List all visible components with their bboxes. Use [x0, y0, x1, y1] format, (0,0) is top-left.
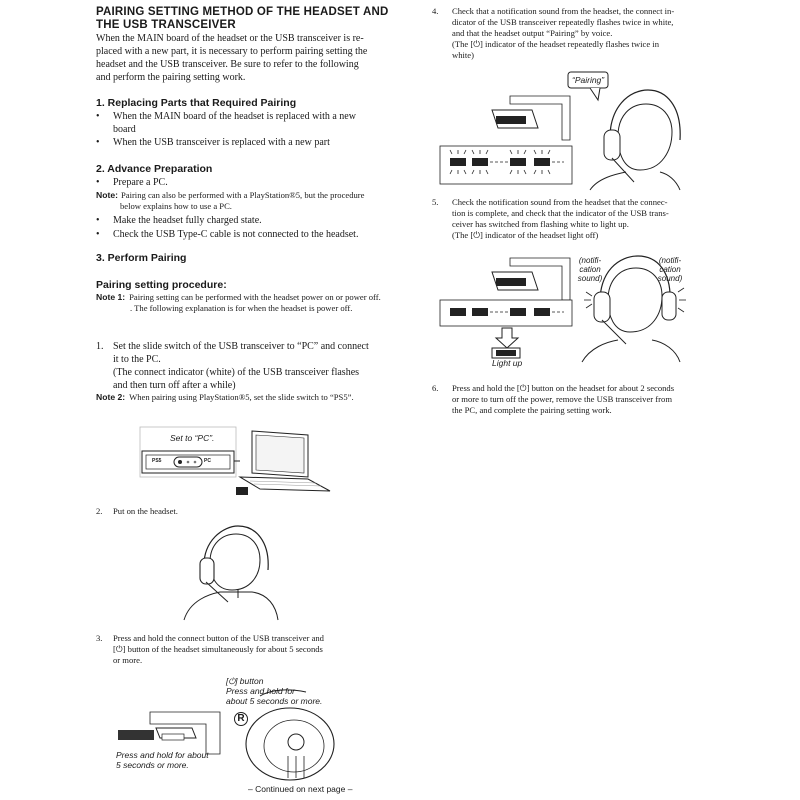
footer-continued: – Continued on next page – [248, 784, 353, 794]
list-item-text: When the MAIN board of the headset is replaced with a new [113, 111, 356, 122]
step-number: 3. [96, 633, 103, 643]
step-text: the PC, and complete the pairing setting work. [452, 405, 612, 415]
intro-line: and perform the pairing setting work. [96, 72, 246, 83]
notification-sound-label-right [652, 256, 688, 283]
section-1-heading: 1. Replacing Parts that Required Pairing [96, 97, 297, 109]
step-row [432, 197, 702, 208]
bullet: • [96, 111, 100, 122]
step-3 [96, 633, 386, 666]
note-text: below explains how to use a PC. [120, 201, 232, 211]
step-6 [432, 383, 702, 416]
step-row [432, 383, 702, 394]
step-text: (The [⏻] indicator of the headset repeatedly flashes twice in [452, 39, 659, 49]
list-item [96, 228, 426, 241]
figure-3-label-button [226, 676, 322, 706]
section-3-heading: 3. Perform Pairing [96, 252, 187, 264]
step-text: (The [⏻] indicator of the headset light off) [452, 230, 599, 240]
label-line: cation [579, 265, 601, 274]
list-item [96, 176, 426, 189]
figure-switch-pc [140, 425, 340, 505]
list-item-text: Make the headset fully charged state. [113, 215, 262, 226]
step-text: tion is complete, and check that the indicator of the USB trans- [452, 208, 669, 218]
bullet: • [96, 177, 100, 188]
step-row [96, 340, 416, 353]
list-item-text: Prepare a PC. [113, 177, 168, 188]
intro-paragraph [96, 32, 416, 84]
note-text: When pairing using PlayStation®5, set the slide switch to “PS5”. [129, 392, 354, 402]
note-label: Note: [96, 190, 118, 200]
step-text: Set the slide switch of the USB transceiver to “PC” and connect [113, 341, 369, 352]
list-item-text: board [113, 124, 136, 135]
step-row [96, 633, 386, 644]
label-line: cation [659, 265, 681, 274]
registered-mark-icon: R [234, 712, 248, 726]
intro-line: placed with a new part, it is necessary to perform pairing setting the [96, 46, 368, 57]
step-text: Check the notification sound from the headset that the connec- [452, 197, 668, 207]
pairing-voice-bubble: “Pairing” [572, 75, 605, 85]
step-text: it to the PC. [113, 354, 161, 365]
label-line: (notifi- [658, 256, 682, 265]
section-2-list [96, 176, 426, 241]
step-number: 1. [96, 341, 104, 352]
figure-connection-complete [440, 252, 690, 372]
label-line: sound) [657, 274, 683, 283]
figure-press-hold [110, 672, 350, 782]
note-text: Pairing setting can be performed with the headset power on or power off. [129, 292, 381, 302]
bullet: • [96, 229, 100, 240]
step-text: Check that a notification sound from the headset, the connect in- [452, 6, 675, 16]
step-text: [⏻] button of the headset simultaneously for about 5 seconds [113, 644, 323, 654]
switch-label-pc: PC [204, 458, 211, 464]
label-line: (notifi- [578, 256, 602, 265]
note-row [96, 292, 436, 303]
label-line: sound) [577, 274, 603, 283]
step-text: and then turn off after a while) [113, 380, 236, 391]
step-text: or more. [113, 655, 143, 665]
intro-line: headset and the USB transceiver. Be sure to refer to the following [96, 59, 359, 70]
step-number: 5. [432, 197, 439, 207]
step-number: 2. [96, 506, 103, 516]
step-text: Put on the headset. [113, 506, 178, 516]
notification-sound-label-left [572, 256, 608, 283]
list-item [96, 110, 416, 123]
title-line-2: THE USB TRANSCEIVER [96, 19, 236, 31]
figure-3-label-transceiver [116, 750, 209, 770]
section-2-heading: 2. Advance Preparation [96, 163, 213, 175]
section-1-list [96, 110, 416, 149]
step-5 [432, 197, 702, 241]
step-4 [432, 6, 702, 61]
step-row [432, 6, 702, 17]
step-number: 6. [432, 383, 439, 393]
label-line: Press and hold for [226, 686, 295, 696]
note-label: Note 2: [96, 392, 126, 402]
step-text: (The connect indicator (white) of the USB transceiver flashes [113, 367, 360, 378]
light-up-label: Light up [492, 358, 523, 368]
label-line: Press and hold for about [116, 750, 209, 760]
step-text: and that the headset output “Pairing” by voice. [452, 28, 613, 38]
step-text: Press and hold the connect button of the USB transceiver and [113, 633, 324, 643]
step-1 [96, 340, 416, 392]
bullet: • [96, 137, 100, 148]
intro-line: When the MAIN board of the headset or the USB transceiver is re- [96, 33, 364, 44]
switch-label-ps5: PS5 [152, 458, 162, 464]
step-text: dicator of the USB transceiver repeatedly flashes twice in white, [452, 17, 674, 27]
note-text: . The following explanation is for when the headset is power off. [130, 303, 353, 313]
pairing-flash-illustration [440, 70, 690, 190]
step-text: Press and hold the [⏻] button on the headset for about 2 seconds [452, 383, 675, 393]
list-item [96, 136, 416, 149]
step-text: or more to turn off the power, remove the USB transceiver from [452, 394, 673, 404]
list-item-text: When the USB transceiver is replaced with a new part [113, 137, 330, 148]
title-line-1: PAIRING SETTING METHOD OF THE HEADSET AND [96, 6, 389, 18]
step-text: white) [452, 50, 474, 60]
step-2 [96, 506, 178, 517]
figure-headset-on [180, 520, 280, 620]
label-line: about 5 seconds or more. [226, 696, 323, 706]
note-text: Pairing can also be performed with a PlayStation®5, but the procedure [120, 190, 365, 200]
note-2 [96, 392, 426, 403]
note-label: Note 1: [96, 292, 126, 302]
figure-pairing-flash [440, 70, 690, 190]
label-line: 5 seconds or more. [116, 760, 189, 770]
figure-1-caption: Set to “PC”. [170, 433, 215, 443]
bullet: • [96, 215, 100, 226]
label-line: [⏻] button [226, 676, 264, 686]
step-number: 4. [432, 6, 439, 16]
note-1 [96, 292, 436, 314]
list-item-text: Check the USB Type-C cable is not connected to the headset. [113, 229, 359, 240]
step-text: ceiver has switched from flashing white to light up. [452, 219, 629, 229]
person-headset-illustration [180, 520, 280, 620]
note [96, 190, 426, 201]
procedure-subheading: Pairing setting procedure: [96, 279, 227, 291]
page-title [96, 6, 389, 32]
list-item [96, 214, 426, 227]
